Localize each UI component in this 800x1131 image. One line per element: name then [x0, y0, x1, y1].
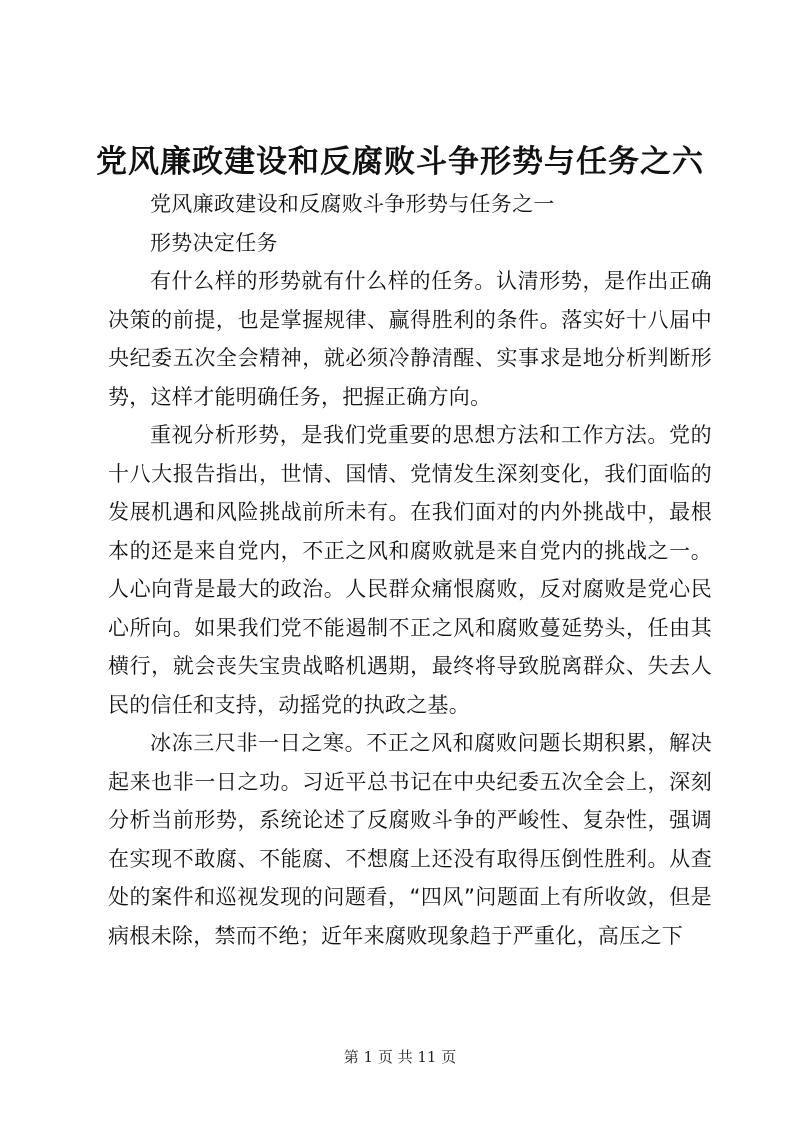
body-paragraph: 形势决定任务: [150, 230, 278, 255]
body-paragraph: 有什么样的形势就有什么样的任务。认清形势，是作出正确决策的前提，也是掌握规律、赢得胜利的条件。落实好十八届中央纪委五次全会精神，就必须冷静清醒、实事求是地分析判断形势，这样才能明确任务，把握正确方向。: [108, 269, 712, 409]
body-paragraph: 党风廉政建设和反腐败斗争形势与任务之一: [150, 192, 555, 216]
body-paragraph: 重视分析形势，是我们党重要的思想方法和工作方法。党的十八大报告指出，世情、国情、党情发生深刻变化，我们面临的发展机遇和风险挑战前所未有。在我们面对的内外挑战中，最根本的还是来自党内，不正之风和腐败就是来自党内的挑战之一。人心向背是最大的政治。人民群众痛恨腐败，反对腐败是党心民心所向。如果我们党不能遏制不正之风和腐败蔓延势头，任由其横行，就会丧失宝贵战略机遇期，最终将导致脱离群众、失去人民的信任和支持，动摇党的执政之基。: [108, 423, 712, 717]
document-title: 党风廉政建设和反腐败斗争形势与任务之六: [96, 144, 704, 180]
body-paragraph: 冰冻三尺非一日之寒。不正之风和腐败问题长期积累，解决起来也非一日之功。习近平总书记在中央纪委五次全会上，深刻分析当前形势，系统论述了反腐败斗争的严峻性、复杂性，强调在实现不敢腐、不能腐、不想腐上还没有取得压倒性胜利。从查处的案件和巡视发现的问题看，“四风”问题面上有所收敛，但是病根未除，禁而不绝；近年来腐败现象趋于严重化，高压之下: [108, 731, 712, 948]
document-body: [108, 185, 712, 955]
page-footer: 第 1 页 共 11 页: [343, 1048, 457, 1066]
